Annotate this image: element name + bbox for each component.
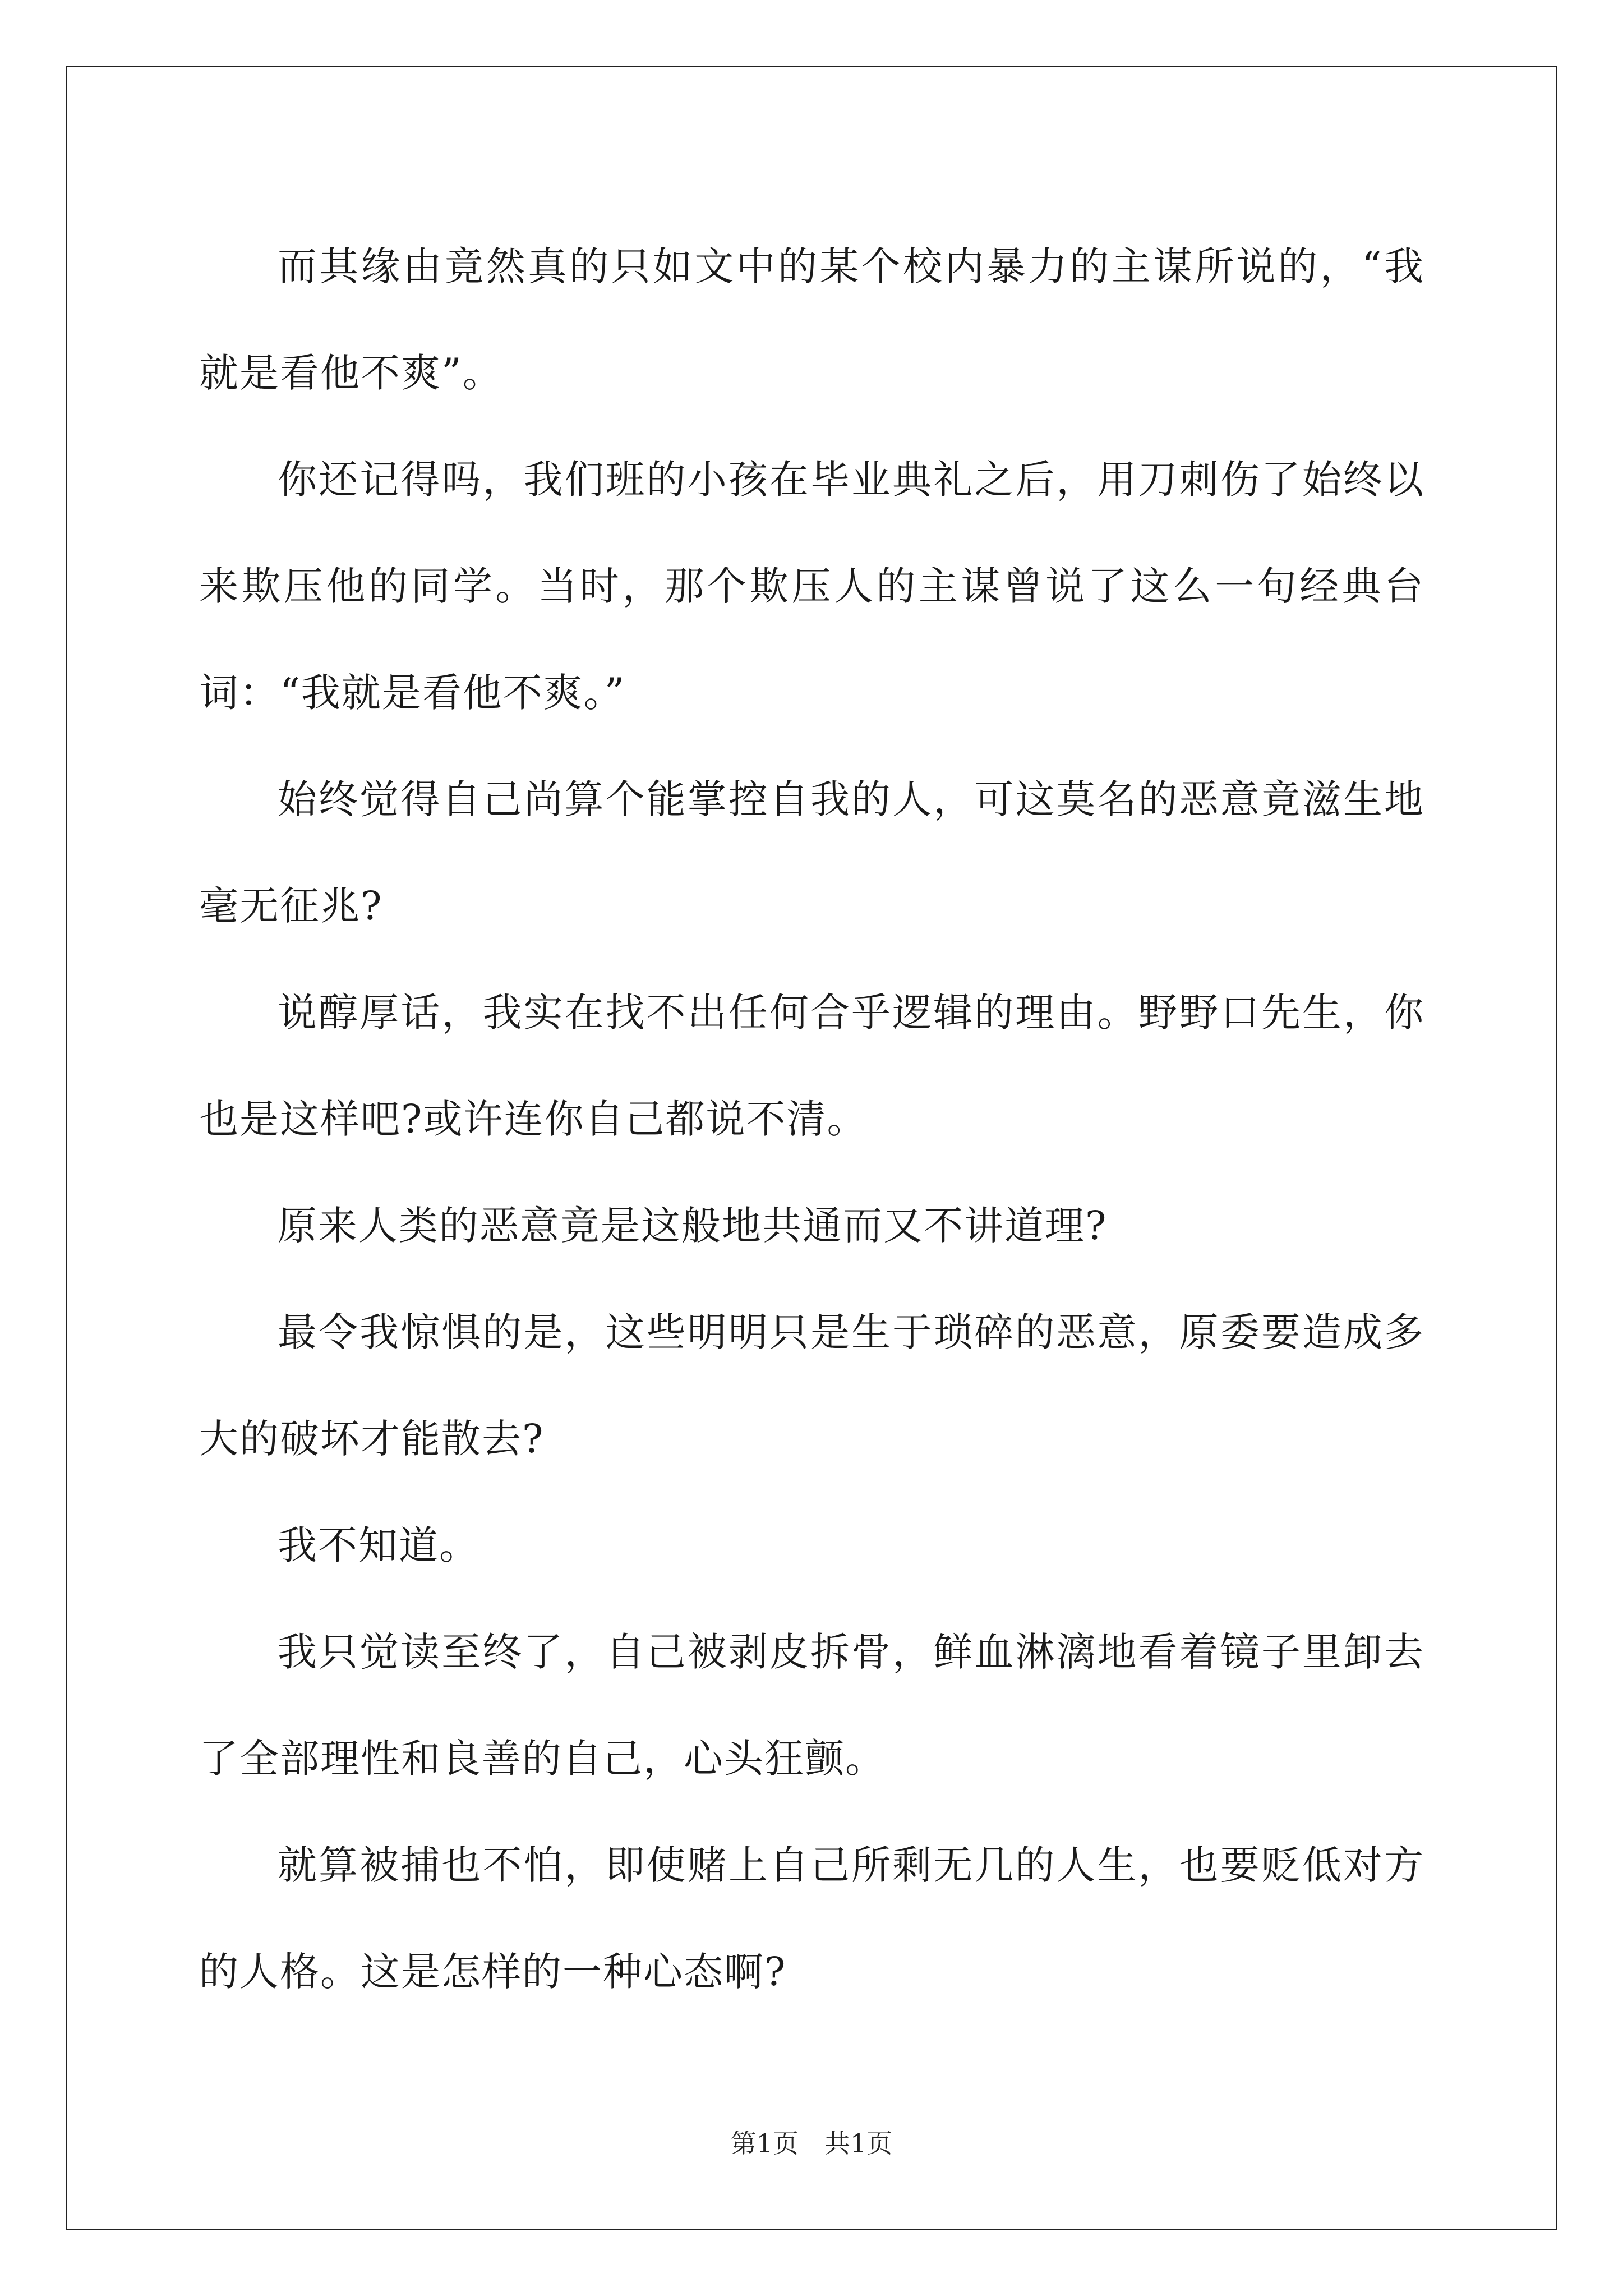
paragraph: 而其缘由竟然真的只如文中的某个校内暴力的主谋所说的，“我就是看他不爽”。 [199, 243, 1424, 396]
paragraph: 始终觉得自己尚算个能掌控自我的人，可这莫名的恶意竟滋生地毫无征兆? [199, 776, 1424, 929]
paragraph: 就算被捕也不怕，即使赌上自己所剩无几的人生，也要贬低对方的人格。这是怎样的一种心态啊? [199, 1842, 1424, 1995]
page-footer [0, 2123, 1623, 2160]
paragraph: 原来人类的恶意竟是这般地共通而又不讲道理? [278, 1203, 1108, 1249]
document-body [199, 213, 1424, 2025]
paragraph: 我只觉读至终了，自己被剥皮拆骨，鲜血淋漓地看着镜子里卸去了全部理性和良善的自己，心头狂颤。 [199, 1629, 1424, 1782]
paragraph: 你还记得吗，我们班的小孩在毕业典礼之后，用刀刺伤了始终以来欺压他的同学。当时，那个欺压人的主谋曾说了这么一句经典台词：“我就是看他不爽。” [199, 457, 1424, 716]
paragraph: 说醇厚话，我实在找不出任何合乎逻辑的理由。野野口先生，你也是这样吧?或许连你自己都说不清。 [199, 990, 1424, 1142]
paragraph: 最令我惊惧的是，这些明明只是生于琐碎的恶意，原委要造成多大的破坏才能散去? [199, 1309, 1424, 1462]
paragraph: 我不知道。 [278, 1522, 479, 1568]
page-total: 共1页 [824, 2128, 893, 2159]
page-number: 第1页 [730, 2128, 799, 2159]
